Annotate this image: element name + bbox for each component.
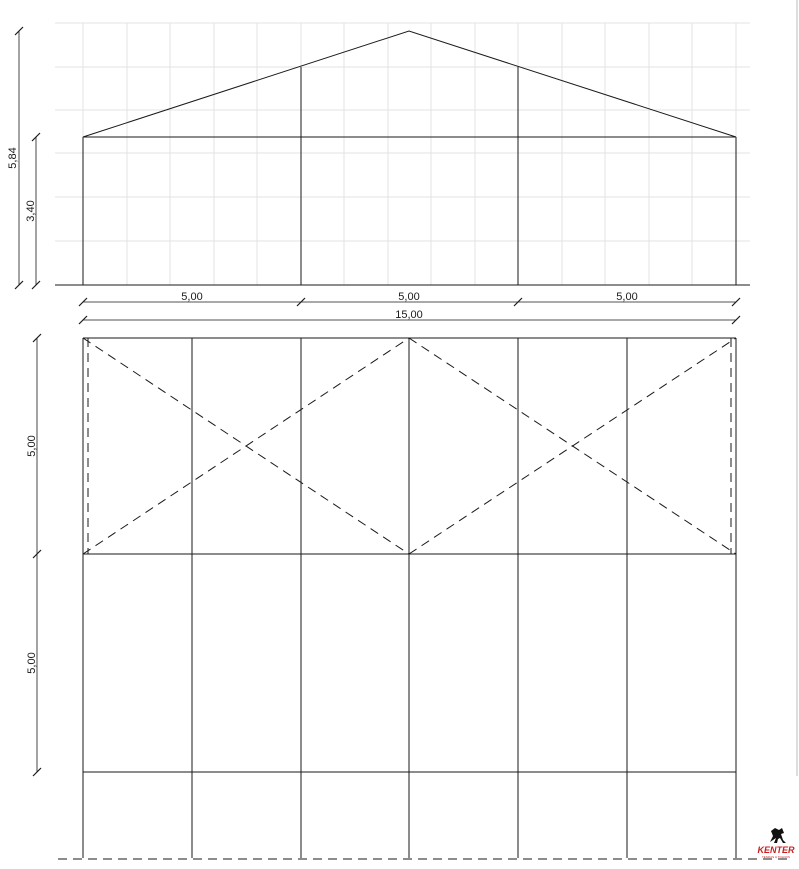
bay-width-1-label: 5,00 bbox=[181, 291, 203, 303]
kenter-logo bbox=[757, 828, 795, 859]
logo-tagline: TENDAS & TOLDOS bbox=[761, 855, 791, 859]
total-width-label: 15,00 bbox=[395, 309, 423, 321]
total-height-label: 5,84 bbox=[7, 147, 19, 169]
horse-icon bbox=[770, 828, 786, 843]
plan-dimensions bbox=[33, 334, 41, 776]
bay-width-3-label: 5,00 bbox=[616, 291, 638, 303]
plan-view bbox=[83, 338, 736, 858]
front-elevation bbox=[55, 31, 750, 285]
elevation-grid bbox=[55, 23, 750, 285]
bay-width-2-label: 5,00 bbox=[398, 291, 420, 303]
eave-height-label: 3,40 bbox=[25, 200, 37, 222]
plan-bay-2-label: 5,00 bbox=[26, 652, 38, 674]
plan-bay-1-label: 5,00 bbox=[26, 435, 38, 457]
logo-name: KENTER bbox=[757, 845, 795, 855]
roof-outline bbox=[83, 31, 736, 137]
